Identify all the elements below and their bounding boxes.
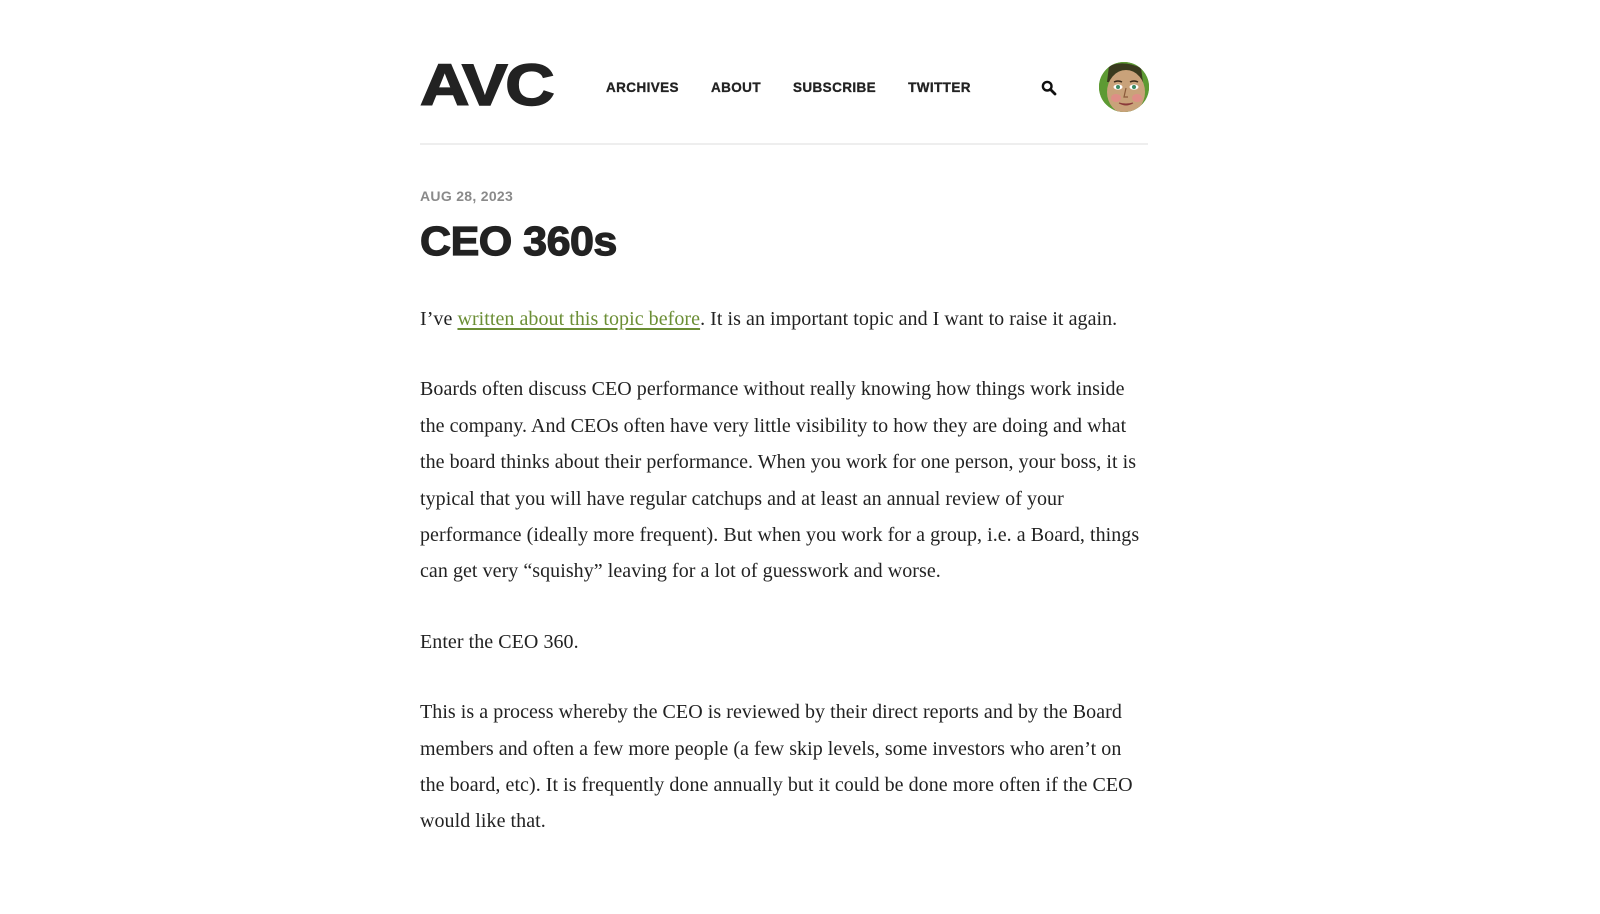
avatar[interactable] [1099,62,1149,112]
post-title: CEO 360s [420,218,617,264]
post-date: AUG 28, 2023 [420,188,514,204]
site-logo[interactable]: AVC [420,53,553,118]
avatar-face-icon [1099,62,1149,112]
main-nav [606,80,1003,95]
blog-post [420,188,1150,874]
nav-about[interactable]: ABOUT [710,80,761,95]
paragraph-2: Boards often discuss CEO performance without really knowing how things work inside the company. And CEOs often have very little visibility to how they are doing and what the board thinks about their performance. When you work for one person, your boss, it is typical that you will have regular catchups and at least an annual review of your performance (ideally more frequent). But when you work for a group, i.e. a Board, things can get very “squishy” leaving for a lot of guesswork and worse. [420,378,1140,583]
previous-post-link[interactable]: written about this topic before [457,308,701,330]
paragraph-1-before: I’ve [420,308,458,330]
paragraph-1-after: . It is an important topic and I want to raise it again. [700,308,1118,330]
nav-subscribe[interactable]: SUBSCRIBE [792,80,877,95]
search-icon [1041,80,1057,96]
paragraph-4: This is a process whereby the CEO is reviewed by their direct reports and by the Board members and often a few more people (a few skip levels, some investors who aren’t on the board, etc). It is frequently done annually but it could be done more often if the CEO would like that. [420,701,1133,833]
nav-archives[interactable]: ARCHIVES [606,80,679,95]
post-body [420,301,1150,840]
site-header [420,55,1148,145]
paragraph-3: Enter the CEO 360. [420,630,579,653]
paragraph-1 [420,301,1150,337]
search-button[interactable] [1038,77,1060,99]
nav-twitter[interactable]: TWITTER [908,80,971,95]
